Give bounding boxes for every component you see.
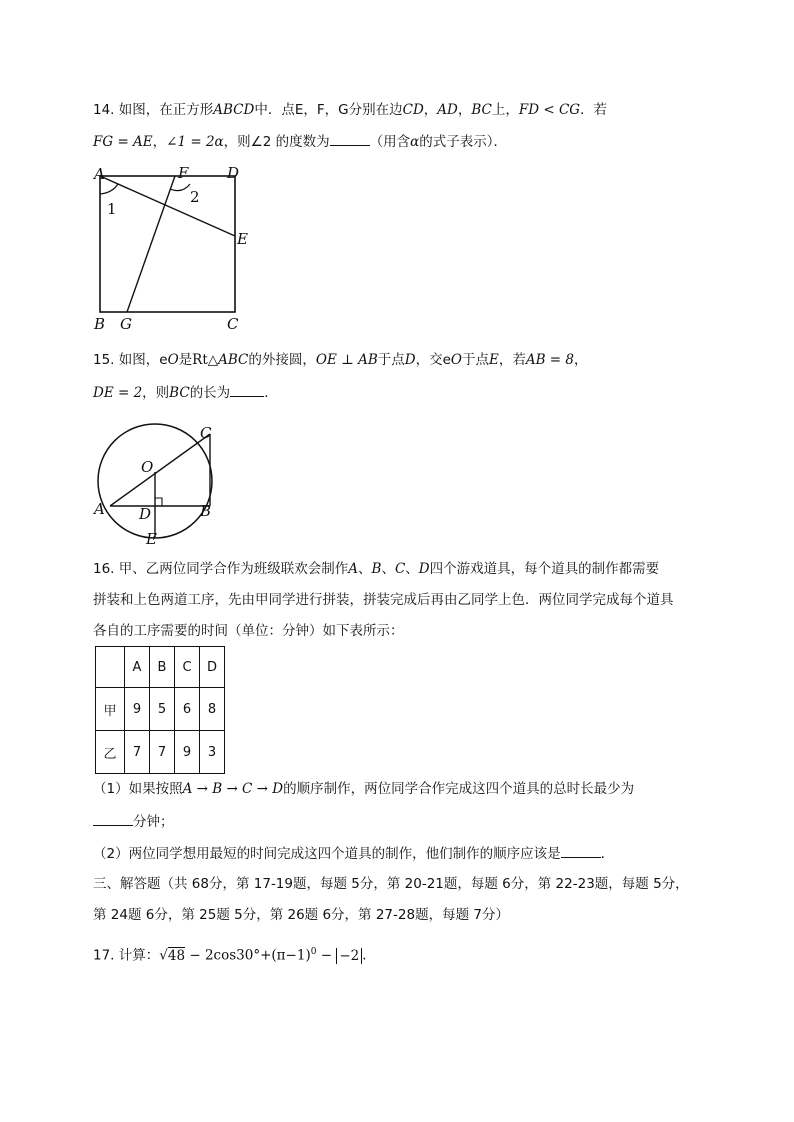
table-cell: A xyxy=(125,647,150,688)
q16-part2-line xyxy=(93,843,614,864)
table-cell: 9 xyxy=(175,731,200,774)
q15-bc: BC xyxy=(169,385,190,401)
q15-text: 的外接圆， xyxy=(248,352,316,368)
segment-fg xyxy=(127,176,175,312)
q16-text: ． xyxy=(600,846,615,862)
table-cell: B xyxy=(150,647,175,688)
q15-text: ，交 xyxy=(415,352,443,368)
q14-text: （用含 xyxy=(369,134,411,150)
table-cell: D xyxy=(200,647,225,688)
q15-text: 的长为 xyxy=(189,385,231,401)
q14-abcd: ABCD xyxy=(213,102,255,118)
q15-line1 xyxy=(93,350,588,370)
label-C: C xyxy=(227,315,239,333)
q16-text: 分钟； xyxy=(133,814,174,830)
label-D: D xyxy=(227,164,240,182)
q15-de: DE = 2 xyxy=(93,385,143,401)
label-O: O xyxy=(141,458,154,476)
q15-o: O xyxy=(450,352,462,368)
q16-part2-answer-blank[interactable] xyxy=(561,843,601,858)
segment-ae xyxy=(100,176,235,236)
table-cell: 9 xyxy=(125,688,150,731)
table-cell: 7 xyxy=(125,731,150,774)
q15-text: 于点 xyxy=(461,352,489,368)
label-F: F xyxy=(178,164,189,182)
q16-line2: 拼装和上色两道工序，先由甲同学进行拼装，拼装完成后再由乙同学上色．两位同学完成每个道具 xyxy=(93,592,674,608)
angle2-arc xyxy=(170,184,190,191)
label-1: 1 xyxy=(107,200,117,218)
q15-line2 xyxy=(93,382,278,403)
q14-inequality: FD < CG xyxy=(518,102,581,118)
sqrt-sign: √ xyxy=(159,947,168,964)
q15-text: ，若 xyxy=(498,352,526,368)
q15-text: 于点 xyxy=(377,352,405,368)
q15-answer-blank[interactable] xyxy=(230,382,264,397)
q17-term: − xyxy=(316,947,337,964)
q14-text: 上， xyxy=(491,102,519,118)
q14-text: ， xyxy=(423,102,438,118)
table-cell: 8 xyxy=(200,688,225,731)
table-cell: 5 xyxy=(150,688,175,731)
q16-sequence: A → B → C → D xyxy=(182,781,284,797)
q15-text: ，则 xyxy=(142,385,170,401)
q15-e: E xyxy=(488,352,499,368)
q16-a: A xyxy=(348,561,359,577)
q17-text: . xyxy=(362,947,367,964)
section3-heading-line1: 三、解答题（共 68分，第 17-19题，每题 5分，第 20-21题，每题 6分，第 22-23题，每题 5分， xyxy=(93,876,689,892)
q16-text: 、 xyxy=(358,561,372,577)
q14-bc: BC xyxy=(471,102,492,118)
q15-abc: ABC xyxy=(218,352,249,368)
table-cell: 甲 xyxy=(96,688,125,731)
circle-symbol: e xyxy=(159,352,168,368)
q14-equation: FG = AE xyxy=(93,134,153,150)
label-D: D xyxy=(139,505,152,523)
q15-text: 15. 如图， xyxy=(93,352,160,368)
q16-part1-line2 xyxy=(93,811,174,832)
q16-line3: 各自的工序需要的时间（单位：分钟）如下表所示： xyxy=(93,623,404,639)
q14-angle1: ∠1 = 2α xyxy=(166,134,224,150)
q17-radicand: 48 xyxy=(167,947,186,964)
q15-d: D xyxy=(404,352,416,368)
q16-text: 、 xyxy=(381,561,395,577)
label-G: G xyxy=(120,315,132,333)
q14-text: 14. 如图，在正方形 xyxy=(93,102,214,118)
q14-text: ， xyxy=(152,134,167,150)
angle1-arc xyxy=(100,184,118,194)
q16-line1 xyxy=(93,559,659,579)
q14-ad: AD xyxy=(437,102,458,118)
q15-text: ． xyxy=(264,385,278,401)
q14-alpha: α xyxy=(410,134,420,150)
q14-line2 xyxy=(93,131,507,152)
right-angle-mark xyxy=(155,498,162,506)
table-cell: 6 xyxy=(175,688,200,731)
q14-line1 xyxy=(93,100,607,120)
table-cell: 7 xyxy=(150,731,175,774)
q14-text: ，则∠2 的度数为 xyxy=(223,134,330,150)
q17-absolute-value: −2 xyxy=(336,948,362,964)
label-2: 2 xyxy=(190,188,200,206)
q16-part1-answer-blank[interactable] xyxy=(93,811,133,826)
q14-text: ， xyxy=(457,102,472,118)
q16-text: 、 xyxy=(405,561,419,577)
q16-c: C xyxy=(394,561,406,577)
q17-text: 17. 计算： xyxy=(93,947,160,964)
label-B: B xyxy=(200,502,212,520)
table-cell: 乙 xyxy=(96,731,125,774)
q17-term: (π−1) xyxy=(271,947,311,964)
table-cell xyxy=(96,647,125,688)
q14-text: 中．点E，F，G分别在边 xyxy=(254,102,403,118)
q15-text: ， xyxy=(574,352,588,368)
q16-text: 16. 甲、乙两位同学合作为班级联欢会制作 xyxy=(93,561,349,577)
q14-text: 的式子表示）． xyxy=(419,134,508,150)
q15-rt: Rt△ xyxy=(192,352,219,368)
table-cell: 3 xyxy=(200,731,225,774)
q16-text: （1）如果按照 xyxy=(93,781,183,797)
q17-line xyxy=(93,942,367,966)
q17-term: − 2cos30°+ xyxy=(185,947,272,964)
label-B: B xyxy=(94,315,106,333)
label-A: A xyxy=(94,500,105,518)
label-E: E xyxy=(146,530,157,548)
table-cell: C xyxy=(175,647,200,688)
circle-symbol: e xyxy=(442,352,451,368)
label-E: E xyxy=(237,230,248,248)
q15-o: O xyxy=(167,352,179,368)
q15-circle-figure xyxy=(88,422,228,548)
q14-square-figure xyxy=(90,162,260,334)
table-row xyxy=(96,731,225,774)
time-table xyxy=(95,646,225,774)
table-header-row xyxy=(96,647,225,688)
q16-text: （2）两位同学想用最短的时间完成这四个道具的制作，他们制作的顺序应该是 xyxy=(93,846,561,862)
q15-text: 是 xyxy=(178,352,193,368)
q16-part1-line1 xyxy=(93,779,634,799)
label-A: A xyxy=(94,165,105,183)
q14-cd: CD xyxy=(402,102,424,118)
q16-d: D xyxy=(418,561,430,577)
q16-b: B xyxy=(371,561,382,577)
q14-answer-blank[interactable] xyxy=(330,131,370,146)
segment-ac xyxy=(110,434,210,506)
q15-perp: OE ⊥ AB xyxy=(315,352,378,368)
q16-text: 四个游戏道具，每个道具的制作都需要 xyxy=(429,561,660,577)
q15-ab: AB = 8 xyxy=(525,352,574,368)
q16-text: 的顺序制作，两位同学合作完成这四个道具的总时长最少为 xyxy=(283,781,635,797)
q17-exponent: 0 xyxy=(310,947,317,957)
q14-text: ．若 xyxy=(580,102,608,118)
table-row xyxy=(96,688,225,731)
label-C: C xyxy=(200,424,212,442)
section3-heading-line2: 第 24题 6分，第 25题 5分，第 26题 6分，第 27-28题，每题 7分） xyxy=(93,907,509,923)
